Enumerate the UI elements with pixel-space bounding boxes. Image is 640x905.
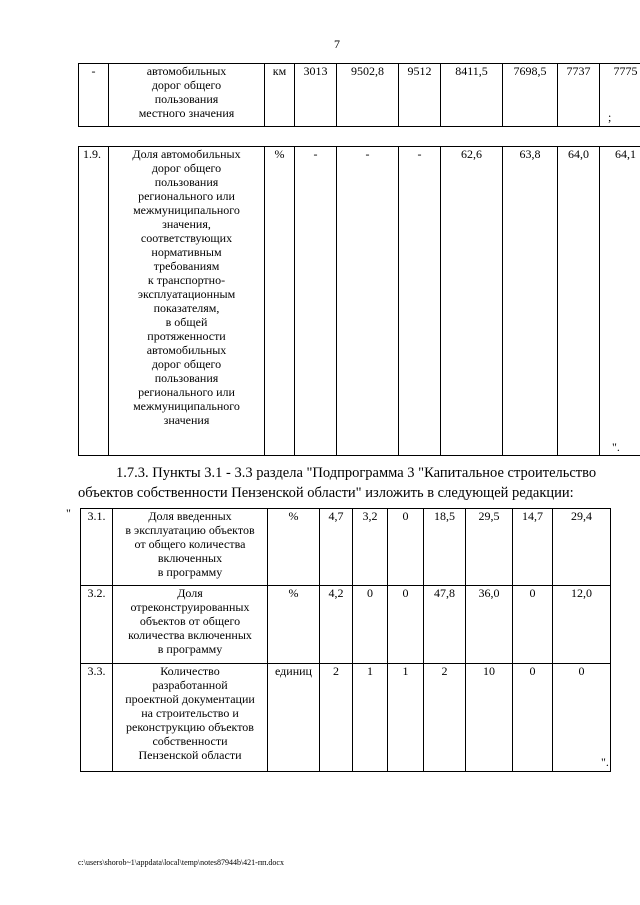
unit-cell: % <box>268 509 320 586</box>
value-cell: 14,7 <box>513 509 553 586</box>
table-row <box>81 586 611 663</box>
indicator-name-line: дорог общего <box>151 161 222 175</box>
page-number: 7 <box>334 37 340 51</box>
indicator-name-line: регионального или <box>138 189 235 203</box>
table-roads-share <box>78 146 640 456</box>
indicator-name-line: местного значения <box>138 106 235 120</box>
paragraph-line-1: 1.7.3. Пункты 3.1 - 3.3 раздела "Подпрограмма 3 "Капитальное строительство <box>116 465 597 481</box>
indicator-name-line: Пензенской области <box>138 747 242 762</box>
indicator-name-line: в программу <box>157 565 223 579</box>
paragraph-line-2: объектов собственности Пензенской области" изложить в следующей редакции: <box>78 485 574 501</box>
value-cell: 10 <box>466 663 513 771</box>
value-cell: 7737 <box>558 64 600 127</box>
value-cell: 2 <box>424 663 466 771</box>
indicator-name-line: регионального или <box>138 385 235 399</box>
indicator-name-line: Доля введенных <box>148 509 232 523</box>
row-number: 3.3. <box>81 663 113 771</box>
value-cell: - <box>337 147 399 456</box>
indicator-name-line: в общей <box>165 315 208 329</box>
value-cell: 12,0 <box>553 586 611 663</box>
value-cell: 0 <box>513 586 553 663</box>
indicator-name-line: Количество <box>160 663 220 678</box>
table-row <box>79 147 640 456</box>
value-cell: 0 <box>388 586 424 663</box>
indicator-name <box>109 147 265 456</box>
indicator-name-line: значения <box>163 413 210 427</box>
indicator-name-line: пользования <box>154 92 219 106</box>
indicator-name-line: межмуниципального <box>133 399 240 413</box>
indicator-name-line: показателям, <box>153 301 220 315</box>
indicator-name-line: включенных <box>157 551 223 565</box>
row-number: 3.2. <box>81 586 113 663</box>
value-cell: 4,7 <box>320 509 353 586</box>
indicator-name-line: автомобильных <box>146 64 227 78</box>
value-cell: 29,5 <box>466 509 513 586</box>
value-cell: 0 <box>388 509 424 586</box>
value-cell: 64,0 <box>558 147 600 456</box>
indicator-name-line: Доля <box>177 586 203 601</box>
value-cell: - <box>399 147 441 456</box>
value-cell: 9512 <box>399 64 441 127</box>
value-cell: 47,8 <box>424 586 466 663</box>
indicator-name-line: отреконструированных <box>130 600 250 615</box>
table-row <box>81 663 611 771</box>
value-cell: 1 <box>353 663 388 771</box>
indicator-name-line: значения, <box>162 217 211 231</box>
indicator-name <box>109 64 265 127</box>
indicator-name-line: реконструкцию объектов <box>126 719 254 734</box>
value-cell: 7698,5 <box>503 64 558 127</box>
value-cell: - <box>295 147 337 456</box>
value-cell: 64,1 <box>600 147 640 456</box>
value-cell: 1 <box>388 663 424 771</box>
unit-cell: км <box>265 64 295 127</box>
table-a-end-mark: ; <box>608 110 612 124</box>
indicator-name-line: проектной документации <box>125 691 255 706</box>
value-cell: 18,5 <box>424 509 466 586</box>
value-cell: 2 <box>320 663 353 771</box>
indicator-name-line: дорог общего <box>151 78 222 92</box>
value-cell: 0 <box>513 663 553 771</box>
value-cell: 3013 <box>295 64 337 127</box>
indicator-name-line: пользования <box>154 175 219 189</box>
indicator-name-line: на строительство и <box>141 705 239 720</box>
indicator-name-line: межмуниципального <box>133 203 240 217</box>
row-number: 1.9. <box>79 147 109 456</box>
indicator-name-line: к транспортно- <box>147 273 226 287</box>
indicator-name-line: собственности <box>152 733 228 748</box>
row-number: - <box>79 64 109 127</box>
table-b-end-mark: ". <box>612 440 620 454</box>
indicator-name-line: количества включенных <box>128 628 252 643</box>
table-capital-construction <box>80 508 611 772</box>
value-cell: 3,2 <box>353 509 388 586</box>
indicator-name-line: протяженности <box>147 329 226 343</box>
value-cell: 8411,5 <box>441 64 503 127</box>
unit-cell: единиц <box>268 663 320 771</box>
indicator-name-line: соответствующих <box>140 231 233 245</box>
value-cell: 7775 <box>600 64 640 127</box>
indicator-name <box>113 586 268 663</box>
indicator-name-line: от общего количества <box>134 537 246 551</box>
indicator-name-line: разработанной <box>152 677 228 692</box>
value-cell: 0 <box>353 586 388 663</box>
indicator-name-line: Доля автомобильных <box>132 147 241 161</box>
indicator-name-line: эксплуатационным <box>137 287 236 301</box>
indicator-name-line: автомобильных <box>146 343 227 357</box>
indicator-name-line: требованиям <box>153 259 220 273</box>
value-cell: 36,0 <box>466 586 513 663</box>
indicator-name-line: в эксплуатацию объектов <box>125 523 255 537</box>
table-roads-local <box>78 63 640 127</box>
table-c-end-mark: ". <box>601 755 609 769</box>
table-c-open-quote: " <box>66 506 71 520</box>
row-number: 3.1. <box>81 509 113 586</box>
indicator-name-line: в программу <box>157 642 223 657</box>
indicator-name <box>113 509 268 586</box>
unit-cell: % <box>268 586 320 663</box>
value-cell: 62,6 <box>441 147 503 456</box>
indicator-name <box>113 663 268 771</box>
file-path-footer: c:\users\shorob~1\appdata\local\temp\notes87944b\421-пп.docx <box>78 858 284 867</box>
indicator-name-line: дорог общего <box>151 357 222 371</box>
indicator-name-line: объектов от общего <box>139 614 241 629</box>
value-cell: 9502,8 <box>337 64 399 127</box>
table-row <box>81 509 611 586</box>
value-cell: 29,4 <box>553 509 611 586</box>
value-cell: 63,8 <box>503 147 558 456</box>
value-cell: 4,2 <box>320 586 353 663</box>
table-row <box>79 64 640 127</box>
indicator-name-line: пользования <box>154 371 219 385</box>
unit-cell: % <box>265 147 295 456</box>
indicator-name-line: нормативным <box>151 245 222 259</box>
value-cell: 0 <box>553 663 611 771</box>
